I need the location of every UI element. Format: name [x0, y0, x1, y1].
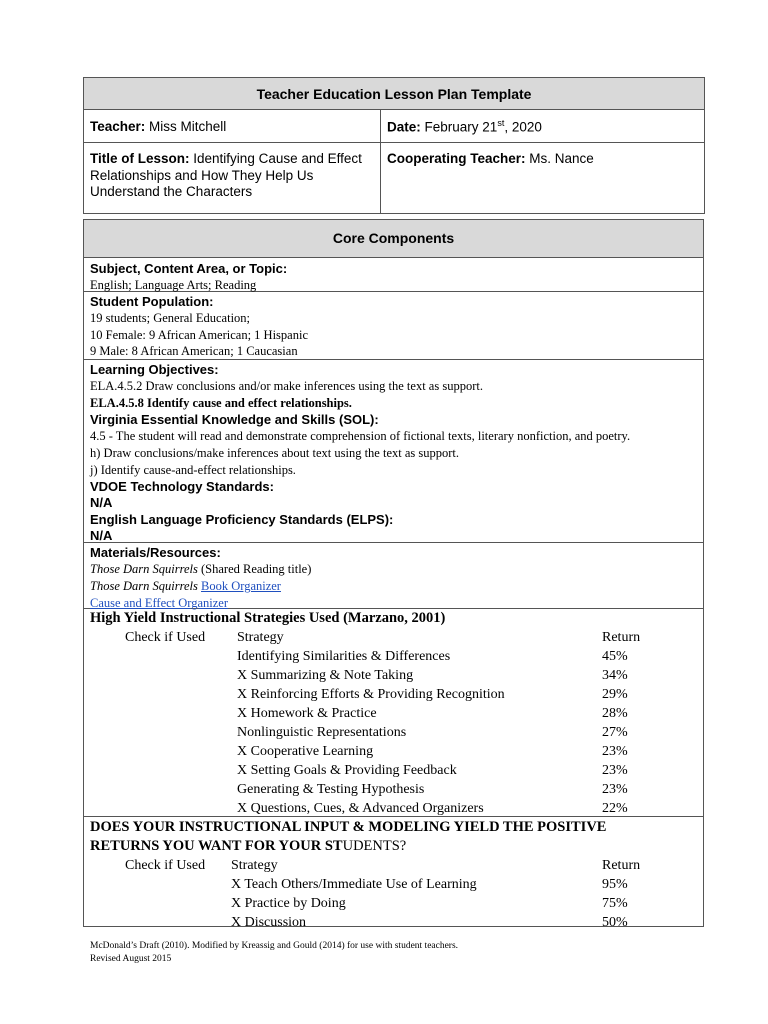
strategy-name: X Questions, Cues, & Advanced Organizers	[237, 801, 484, 816]
strategy-name: Identifying Similarities & Differences	[237, 649, 451, 664]
teacher-value: Miss Mitchell	[149, 118, 227, 134]
modeling-header-row	[90, 856, 697, 875]
strategy-name: Nonlinguistic Representations	[237, 725, 407, 740]
date-label: Date:	[387, 119, 421, 135]
strategy-name: X Setting Goals & Providing Feedback	[237, 763, 457, 778]
materials-label: Materials/Resources:	[90, 545, 221, 560]
elps-value: N/A	[90, 528, 113, 543]
footer-revised: Revised August 2015	[90, 953, 172, 964]
strategy-return: 22%	[602, 801, 628, 816]
objective-item: ELA.4.5.8 Identify cause and effect relationships.	[90, 396, 352, 410]
strategy-name: X Teach Others/Immediate Use of Learning	[231, 877, 477, 892]
vdoe-value: N/A	[90, 495, 113, 510]
strategies-title: High Yield Instructional Strategies Used (Marzano, 2001)	[90, 610, 446, 626]
objective-item: ELA.4.5.2 Draw conclusions and/or make inferences using the text as support.	[90, 379, 483, 393]
strategy-name: X Homework & Practice	[237, 706, 377, 721]
strategy-return: 23%	[602, 744, 628, 759]
strategy-name: Generating & Testing Hypothesis	[237, 782, 425, 797]
template-title: Teacher Education Lesson Plan Template	[84, 78, 705, 110]
strategy-return: 29%	[602, 687, 628, 702]
population-line: 10 Female: 9 African American; 1 Hispanic	[90, 327, 308, 342]
teacher-cell	[84, 110, 381, 143]
strategy-row	[90, 780, 697, 799]
book-organizer-link[interactable]: Book Organizer	[201, 579, 281, 593]
date-prefix: February 21	[424, 119, 498, 135]
strategy-header: Strategy	[237, 630, 284, 645]
material-title: Those Darn Squirrels	[90, 579, 198, 593]
material-note: (Shared Reading title)	[197, 562, 312, 576]
lesson-title-label: Title of Lesson:	[90, 151, 190, 166]
footer-credit: McDonald’s Draft (2010). Modified by Kreassig and Gould (2014) for use with student teachers.	[90, 941, 459, 951]
sol-line: 4.5 - The student will read and demonstrate comprehension of fictional texts, literary nonfiction, and poetry.	[90, 429, 631, 443]
strategy-row	[90, 761, 697, 780]
strategy-row	[90, 894, 697, 913]
return-header: Return	[602, 858, 641, 873]
lesson-header-table	[83, 77, 705, 214]
strategy-name: X Discussion	[231, 915, 307, 930]
strategy-row	[90, 647, 697, 666]
population-label: Student Population:	[90, 294, 214, 309]
strategy-row	[90, 704, 697, 723]
strategy-name: X Summarizing & Note Taking	[237, 668, 414, 683]
strategies-header-row	[90, 628, 697, 647]
cooperating-teacher-label: Cooperating Teacher:	[387, 151, 526, 166]
strategy-row	[90, 666, 697, 685]
materials-section	[84, 543, 703, 609]
date-year: , 2020	[504, 119, 542, 135]
return-header: Return	[602, 630, 641, 645]
modeling-title-line2-bold: RETURNS YOU WANT FOR YOUR ST	[90, 838, 343, 854]
population-section	[84, 292, 703, 360]
date-cell	[381, 110, 705, 143]
date-suffix-sup: st	[497, 117, 505, 128]
subject-section	[84, 258, 703, 292]
strategy-name: X Cooperative Learning	[237, 744, 374, 759]
population-line: 9 Male: 8 African American; 1 Caucasian	[90, 344, 298, 358]
subject-label: Subject, Content Area, or Topic:	[90, 261, 288, 276]
footer	[90, 940, 458, 965]
strategy-return: 95%	[602, 877, 628, 892]
objectives-standards-section	[84, 360, 703, 543]
vdoe-label: VDOE Technology Standards:	[90, 479, 274, 494]
modeling-title-line2-rest: UDENTS?	[342, 838, 407, 854]
cooperating-teacher-value: Ms. Nance	[529, 151, 594, 166]
strategy-return: 34%	[602, 668, 628, 683]
strategy-row	[90, 799, 697, 818]
strategy-row	[90, 913, 697, 932]
sol-label: Virginia Essential Knowledge and Skills (SOL):	[90, 412, 379, 427]
core-components-title: Core Components	[84, 220, 703, 258]
sol-line: h) Draw conclusions/make inferences about text using the text as support.	[90, 446, 460, 460]
teacher-label: Teacher:	[90, 118, 146, 134]
strategy-name: X Practice by Doing	[231, 896, 346, 911]
strategy-return: 45%	[602, 649, 628, 664]
lesson-title-cell	[84, 143, 381, 214]
lesson-title-value: Identifying Cause and Effect Relationships and How They Help Us Understand the Characters	[90, 151, 362, 199]
cooperating-teacher-cell	[381, 143, 705, 214]
strategy-return: 75%	[602, 896, 628, 911]
elps-label: English Language Proficiency Standards (ELPS):	[90, 512, 394, 527]
check-if-used-header: Check if Used	[125, 858, 206, 873]
population-line: 19 students; General Education;	[90, 311, 251, 325]
material-title: Those Darn Squirrels	[90, 562, 198, 576]
modeling-rows	[90, 875, 697, 932]
check-if-used-header: Check if Used	[125, 630, 206, 645]
strategy-row	[90, 875, 697, 894]
core-components-table	[83, 219, 704, 930]
strategy-return: 23%	[602, 782, 628, 797]
modeling-title-line1: DOES YOUR INSTRUCTIONAL INPUT & MODELING YIELD THE POSITIVE	[90, 819, 607, 835]
modeling-section	[84, 817, 703, 930]
sol-line: j) Identify cause-and-effect relationships.	[90, 463, 296, 477]
strategy-row	[90, 685, 697, 704]
strategy-row	[90, 723, 697, 742]
strategy-return: 23%	[602, 763, 628, 778]
strategies-rows	[90, 647, 697, 818]
objectives-label: Learning Objectives:	[90, 362, 219, 377]
strategy-row	[90, 742, 697, 761]
strategy-name: X Reinforcing Efforts & Providing Recognition	[237, 687, 505, 702]
strategy-return: 27%	[602, 725, 628, 740]
cause-effect-organizer-link[interactable]: Cause and Effect Organizer	[90, 596, 229, 610]
strategies-section	[84, 609, 703, 817]
strategy-return: 50%	[602, 915, 628, 930]
strategy-return: 28%	[602, 706, 628, 721]
strategy-header: Strategy	[231, 858, 278, 873]
subject-value: English; Language Arts; Reading	[90, 278, 257, 292]
